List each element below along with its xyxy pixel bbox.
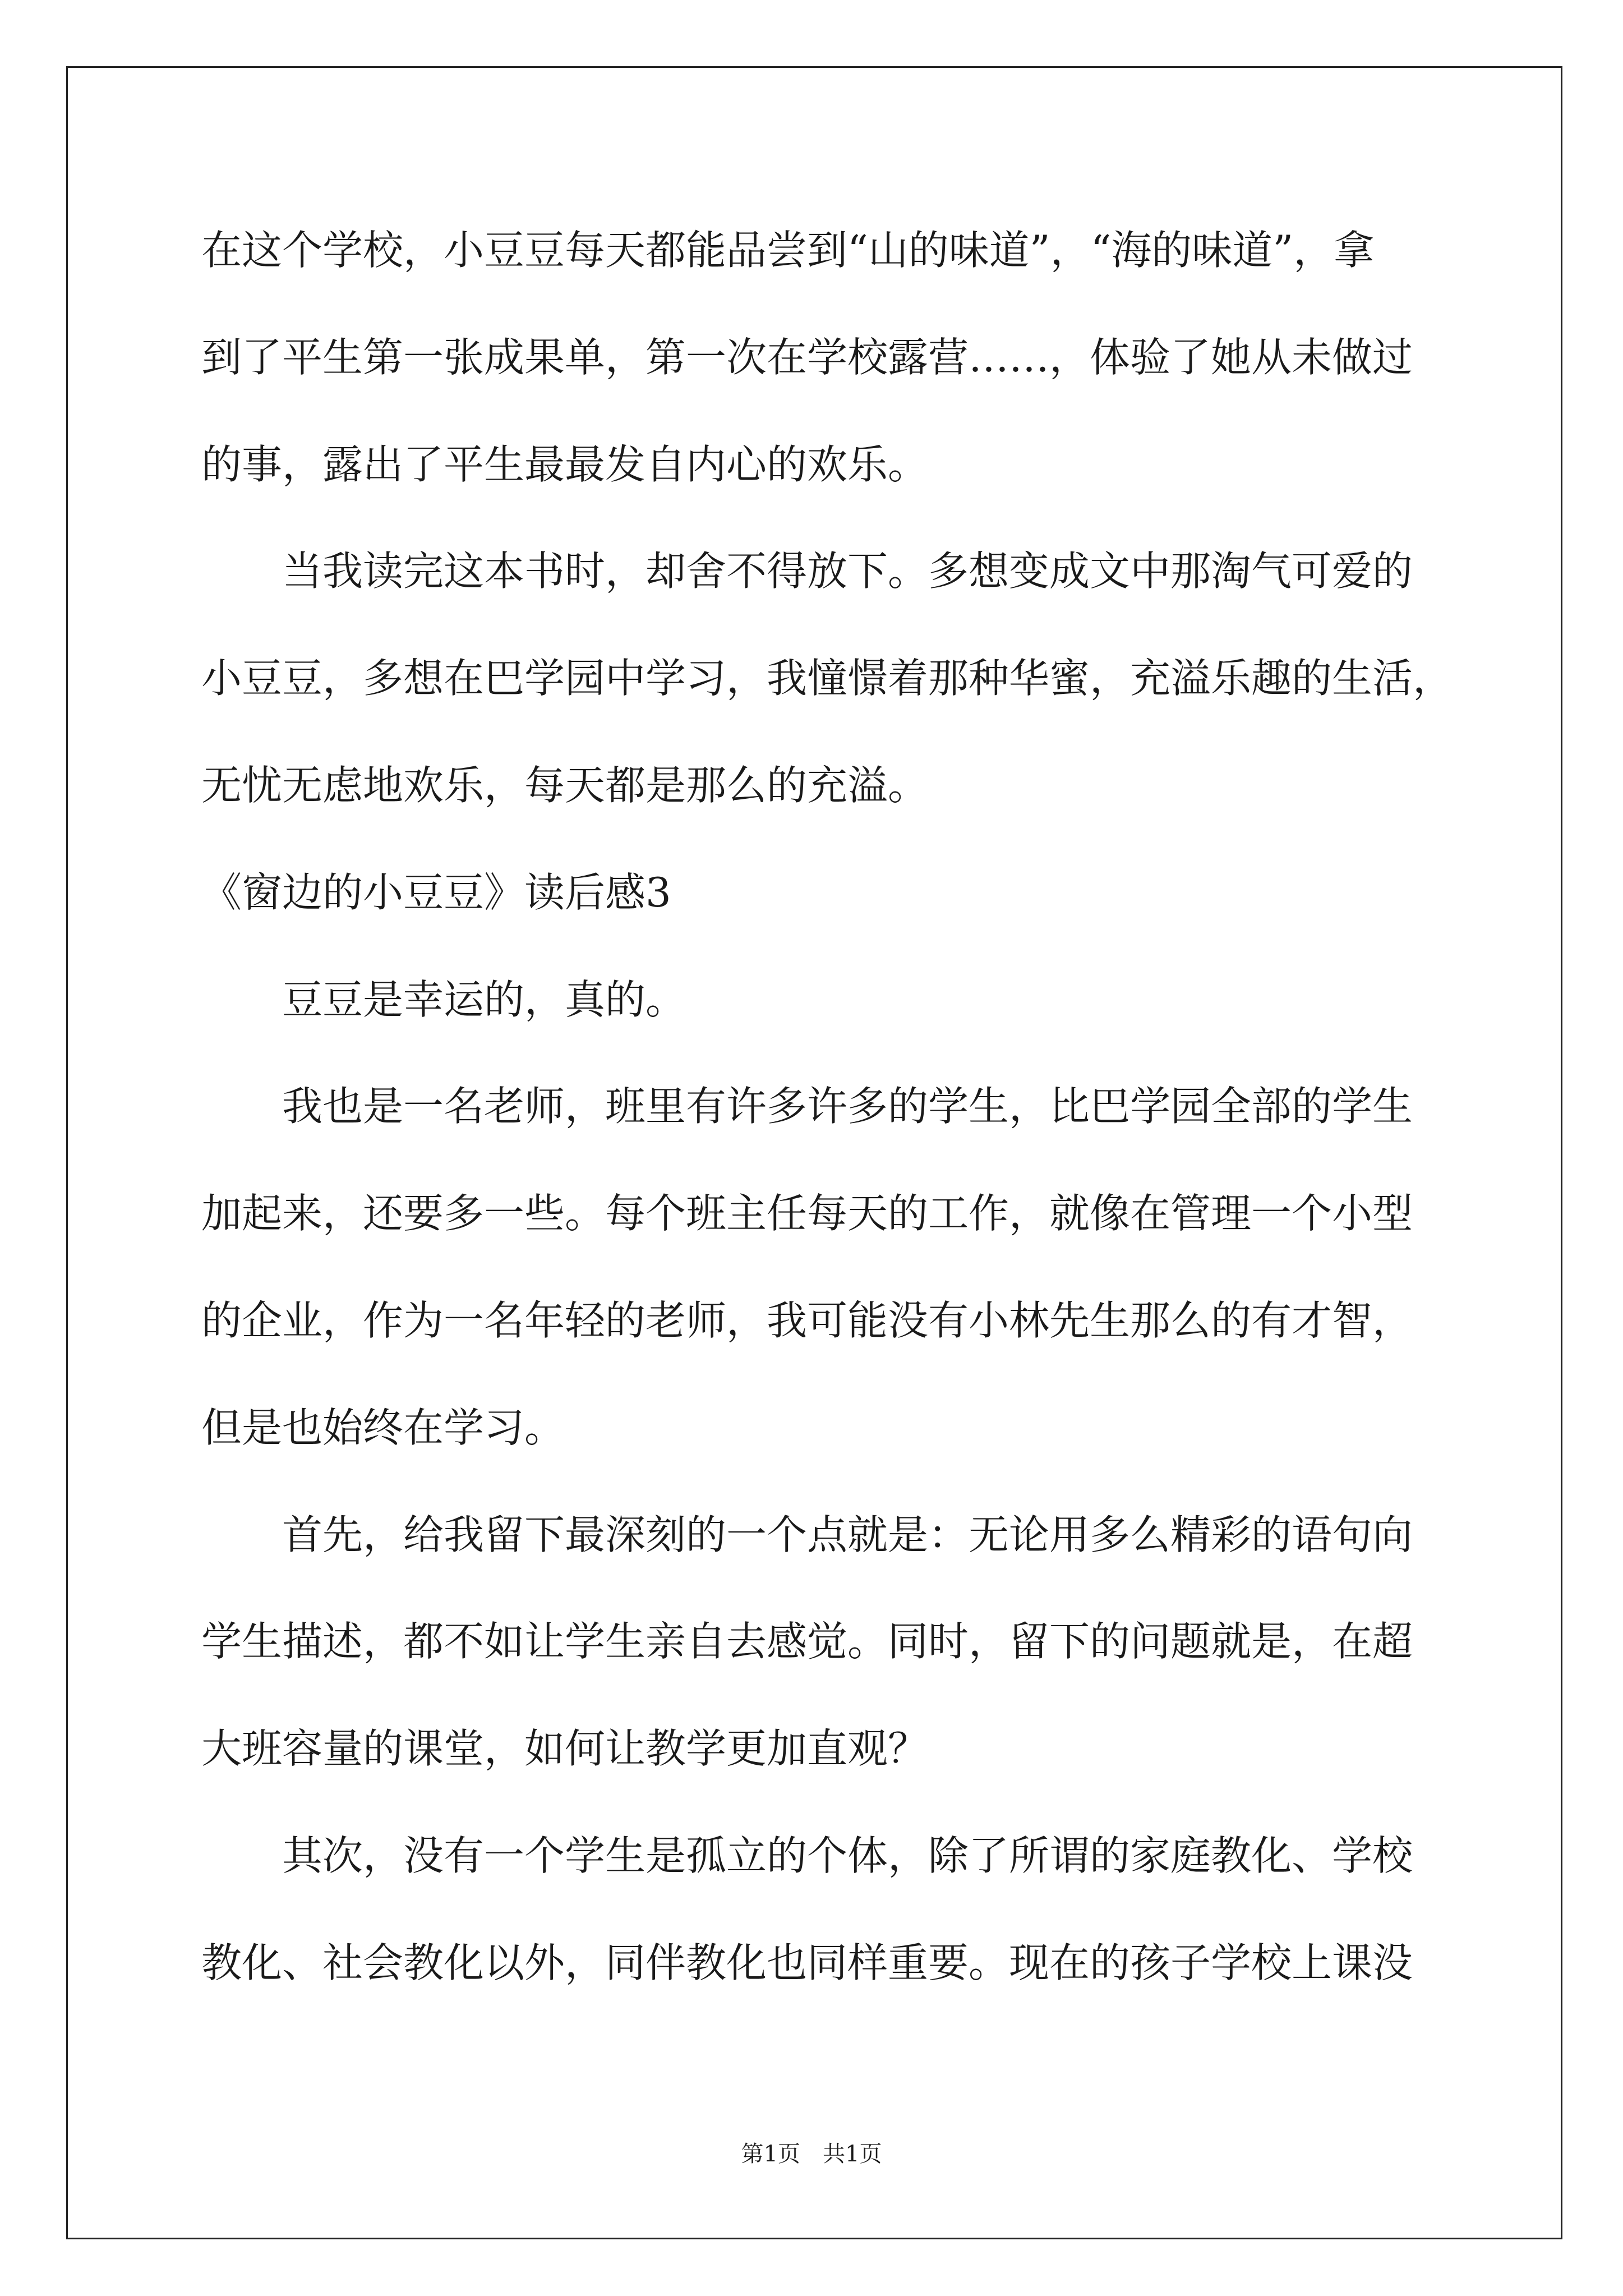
paragraph [201,518,1547,839]
text-line: 首先，给我留下最深刻的一个点就是：无论用多么精彩的语句向 [282,1511,1413,1558]
page-number-footer: 第1页 共1页 [741,2141,882,2167]
text-line: 在这个学校，小豆豆每天都能品尝到“山的味道”，“海的味道”，拿 [201,227,1375,274]
text-line: 教化、社会教化以外，同伴教化也同样重要。现在的孩子学校上课没 [201,1939,1413,1986]
text-line: 但是也始终在学习。 [201,1404,565,1451]
paragraph [201,1481,1547,1802]
text-line: 到了平生第一张成果单，第一次在学校露营……，体验了她从未做过 [201,333,1413,381]
paragraph [201,1802,1547,2017]
text-line: 豆豆是幸运的，真的。 [282,976,686,1023]
text-line: 我也是一名老师，班里有许多许多的学生，比巴学园全部的学生 [282,1083,1413,1130]
document-body [201,197,1547,2017]
text-line: 的事，露出了平生最最发自内心的欢乐。 [201,440,929,488]
text-line: 的企业，作为一名年轻的老师，我可能没有小林先生那么的有才智， [201,1296,1413,1344]
text-line: 无忧无虑地欢乐，每天都是那么的充溢。 [201,761,929,809]
text-line: 当我读完这本书时，却舍不得放下。多想变成文中那淘气可爱的 [282,547,1413,595]
text-line: 大班容量的课堂，如何让教学更加直观？ [201,1725,929,1773]
section-heading: 《窗边的小豆豆》读后感3 [201,868,671,916]
text-line: 其次，没有一个学生是孤立的个体，除了所谓的家庭教化、学校 [282,1832,1413,1879]
paragraph [201,1053,1547,1481]
paragraph [201,946,1547,1053]
paragraph [201,197,1547,518]
text-line: 学生描述，都不如让学生亲自去感觉。同时，留下的问题就是，在超 [201,1618,1413,1665]
text-line: 加起来，还要多一些。每个班主任每天的工作，就像在管理一个小型 [201,1190,1413,1237]
text-line: 小豆豆，多想在巴学园中学习，我憧憬着那种华蜜，充溢乐趣的生活， [201,655,1454,702]
